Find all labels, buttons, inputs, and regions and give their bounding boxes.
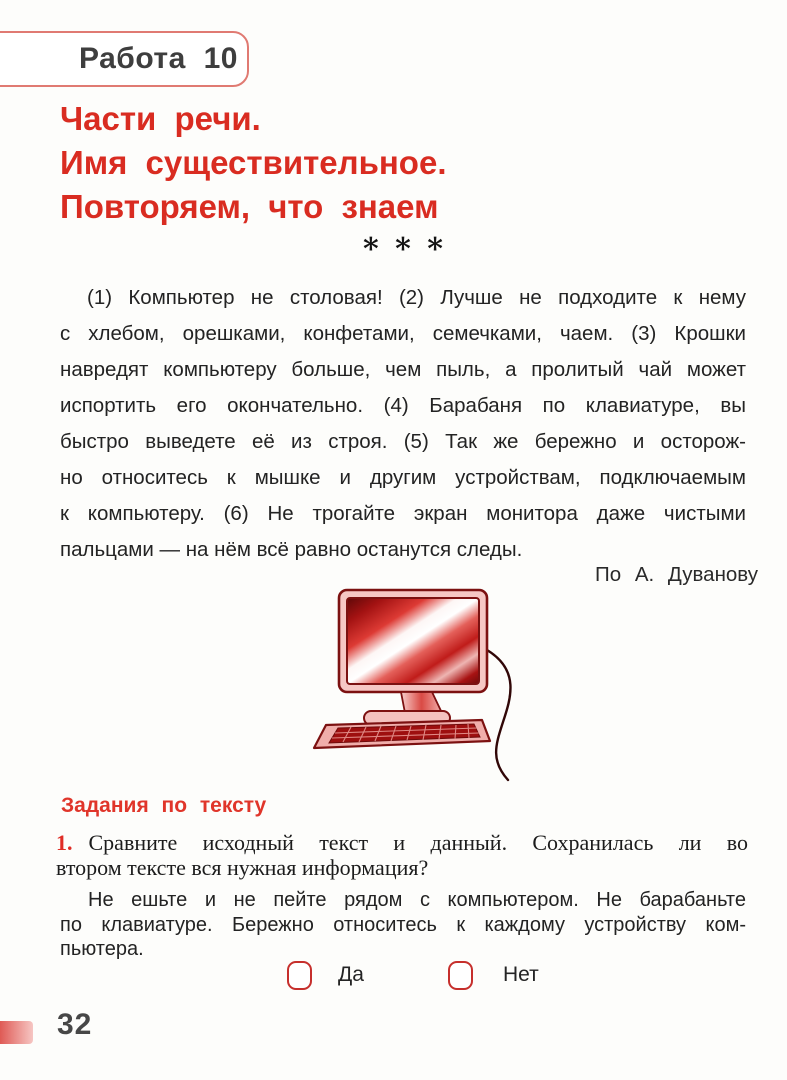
tasks-section-heading: Задания по тексту [61,794,267,817]
text-line: испортить его окончательно. (4) Барабаня по клавиатуре, вы [60,394,746,417]
text-line: (1) Компьютер не столовая! (2) Лучше не подходите к нему [87,286,746,309]
text-line: с хлебом, орешками, конфетами, семечками, чаем. (3) Крошки [60,322,746,345]
checkbox-no-label: Нет [503,963,539,986]
task-1 [56,830,748,880]
text-line: быстро выведете её из строя. (5) Так же бережно и осторож- [60,430,746,453]
text-line: Не ешьте и не пейте рядом с компьютером. Не барабаньте [88,889,746,911]
work-number-label: Работа 10 [79,42,238,75]
monitor-screen [347,598,479,684]
text-line: навредят компьютеру больше, чем пыль, а пролитый чай может [60,358,746,381]
text-line: к компьютеру. (6) Не трогайте экран монитора даже чистыми [60,502,746,525]
monitor-stand-neck [401,692,442,713]
page-number: 32 [57,1008,93,1041]
checkbox-yes[interactable] [287,961,312,990]
text-line: Части речи. [60,100,261,137]
checkbox-yes-label: Да [338,963,364,986]
text-line: но относитесь к мышке и другим устройствам, подключаемым [60,466,746,489]
answer-text-paragraph [60,888,746,962]
checkbox-no[interactable] [448,961,473,990]
cable-line [487,650,510,780]
text-line: Имя существительное. [60,144,447,181]
intro-text-paragraph [60,280,746,568]
text-line: пьютера. [60,938,144,960]
task-1-number: 1. [56,830,73,855]
work-number-box [0,31,249,87]
asterisk-separator: * * * [363,232,443,267]
text-line: Повторяем, что знаем [60,188,439,225]
attribution-text: По А. Дуванову [595,563,758,586]
text-line: по клавиатуре. Бережно относитесь к каждому устройству ком- [60,913,746,936]
task-1-text: Сравните исходный текст и данный. Сохранилась ли во [88,830,748,855]
text-line: пальцами — на нём всё равно останутся следы. [60,538,523,561]
task-1-line-1 [56,830,748,855]
task-1-line-2: втором тексте вся нужная информация? [56,855,429,880]
page-title [60,97,700,229]
computer-illustration-icon [298,584,550,794]
footer-color-tab [0,1021,33,1044]
